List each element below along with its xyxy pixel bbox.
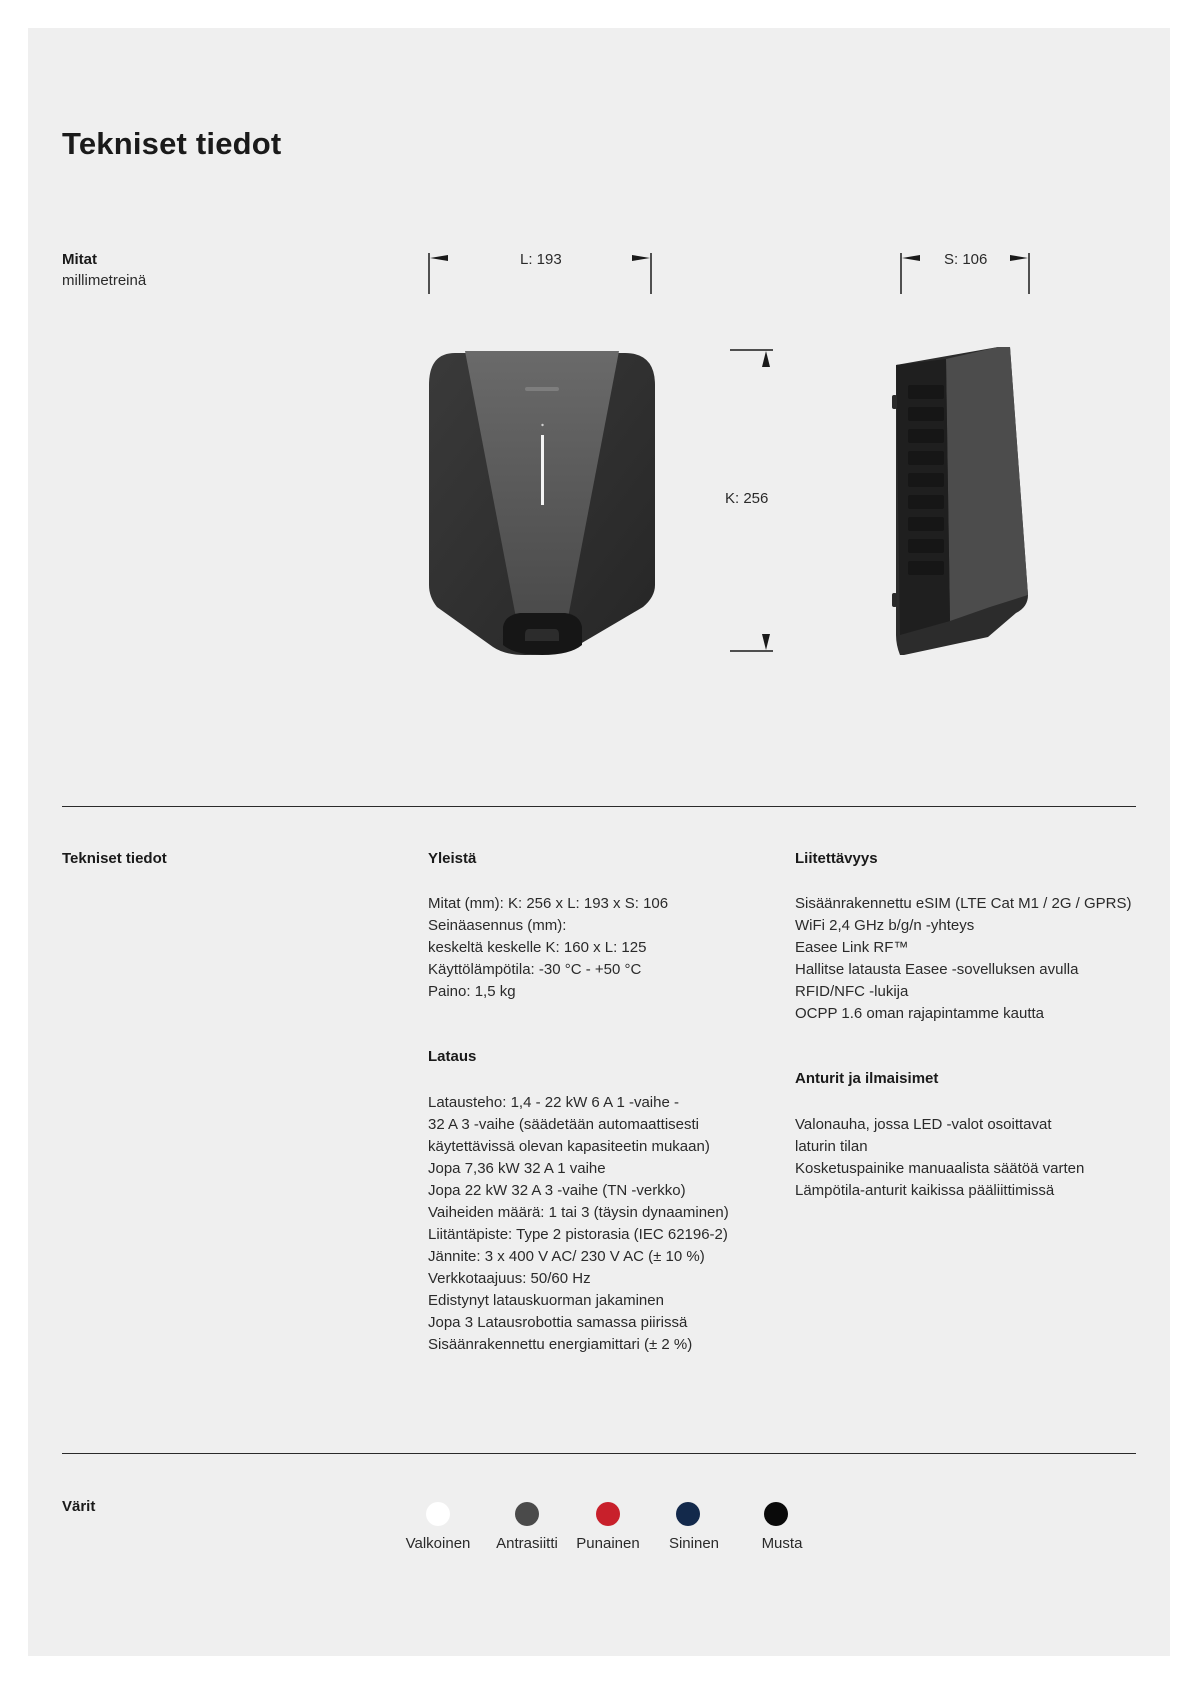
- color-label-white: Valkoinen: [405, 1535, 471, 1552]
- sensors-line: laturin tilan: [795, 1138, 868, 1155]
- dimensions-unit: millimetreinä: [62, 272, 147, 289]
- connectivity-line: Hallitse latausta Easee -sovelluksen avulla: [795, 961, 1079, 978]
- general-line: Paino: 1,5 kg: [428, 983, 516, 1000]
- specs-heading: Tekniset tiedot: [62, 850, 167, 867]
- charging-heading: Lataus: [428, 1048, 477, 1065]
- divider-1: [62, 806, 1136, 807]
- color-swatch-white: [426, 1502, 450, 1526]
- page-title: Tekniset tiedot: [62, 126, 282, 161]
- width-label: L: 193: [520, 251, 562, 268]
- sensors-heading: Anturit ja ilmaisimet: [795, 1070, 939, 1087]
- sensors-list: [795, 1114, 1084, 1202]
- connectivity-line: RFID/NFC -lukija: [795, 983, 909, 1000]
- color-swatch-blue: [676, 1502, 700, 1526]
- charging-line: Vaiheiden määrä: 1 tai 3 (täysin dynaaminen): [428, 1204, 729, 1221]
- divider-2: [62, 1453, 1136, 1454]
- connectivity-line: WiFi 2,4 GHz b/g/n -yhteys: [795, 917, 975, 934]
- charging-line: Liitäntäpiste: Type 2 pistorasia (IEC 62196-2): [428, 1226, 728, 1243]
- color-label-blue: Sininen: [668, 1535, 720, 1552]
- general-line: keskeltä keskelle K: 160 x L: 125: [428, 939, 647, 956]
- general-list: [428, 893, 668, 1003]
- charger-front-view: [425, 345, 660, 655]
- charging-line: Jopa 3 Latausrobottia samassa piirissä: [428, 1314, 688, 1331]
- charging-line: Verkkotaajuus: 50/60 Hz: [428, 1270, 591, 1287]
- connectivity-line: Sisäänrakennettu eSIM (LTE Cat M1 / 2G / GPRS): [795, 895, 1132, 912]
- color-label-black: Musta: [761, 1535, 803, 1552]
- charging-line: Jopa 22 kW 32 A 3 -vaihe (TN -verkko): [428, 1182, 686, 1199]
- color-label-red: Punainen: [576, 1535, 640, 1552]
- charger-side-view: [890, 345, 1030, 655]
- charging-line: Jännite: 3 x 400 V AC/ 230 V AC (± 10 %): [428, 1248, 705, 1265]
- charging-line: käytettävissä olevan kapasiteetin mukaan): [428, 1138, 710, 1155]
- charging-line: 32 A 3 -vaihe (säädetään automaattisesti: [428, 1116, 700, 1133]
- connectivity-heading: Liitettävyys: [795, 850, 878, 867]
- sensors-line: Kosketuspainike manuaalista säätöä varten: [795, 1160, 1085, 1177]
- colors-heading: Värit: [62, 1498, 96, 1515]
- dimensions-heading: Mitat: [62, 251, 97, 268]
- general-line: Seinäasennus (mm):: [428, 917, 567, 934]
- connectivity-line: OCPP 1.6 oman rajapintamme kautta: [795, 1005, 1045, 1022]
- general-heading: Yleistä: [428, 850, 477, 867]
- charging-list: [428, 1092, 729, 1356]
- color-swatch-black: [764, 1502, 788, 1526]
- general-line: Käyttölämpötila: -30 °C - +50 °C: [428, 961, 642, 978]
- sensors-line: Valonauha, jossa LED -valot osoittavat: [795, 1116, 1052, 1133]
- connectivity-list: [795, 893, 1132, 1025]
- sensors-line: Lämpötila-anturit kaikissa pääliittimissä: [795, 1182, 1055, 1199]
- depth-label: S: 106: [944, 251, 988, 268]
- height-label: K: 256: [725, 490, 769, 507]
- charging-line: Jopa 7,36 kW 32 A 1 vaihe: [428, 1160, 606, 1177]
- charging-line: Latausteho: 1,4 - 22 kW 6 A 1 -vaihe -: [428, 1094, 679, 1111]
- color-label-anthracite: Antrasiitti: [496, 1535, 558, 1552]
- color-swatch-red: [596, 1502, 620, 1526]
- charging-line: Sisäänrakennettu energiamittari (± 2 %): [428, 1336, 693, 1353]
- general-line: Mitat (mm): K: 256 x L: 193 x S: 106: [428, 895, 669, 912]
- charging-line: Edistynyt latauskuorman jakaminen: [428, 1292, 664, 1309]
- color-swatch-anthracite: [515, 1502, 539, 1526]
- connectivity-line: Easee Link RF™: [795, 939, 909, 956]
